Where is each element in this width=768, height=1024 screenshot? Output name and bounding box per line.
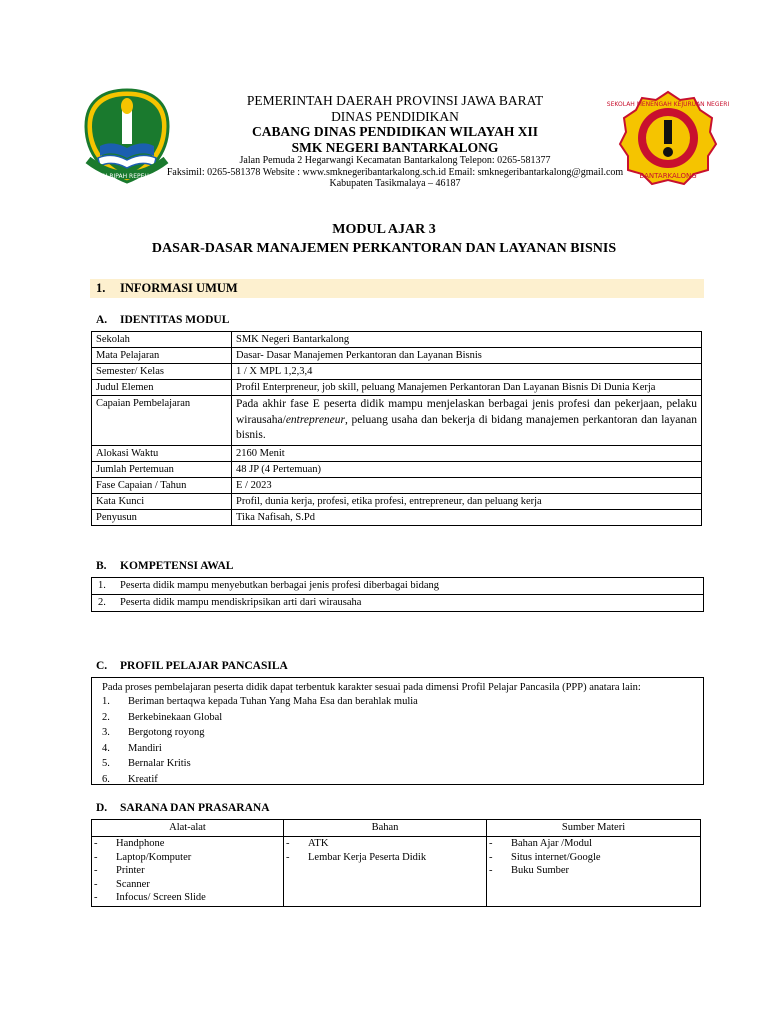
list-item bbox=[102, 694, 693, 710]
list-item bbox=[102, 710, 693, 726]
list-number: 5. bbox=[102, 758, 110, 769]
table-header-row bbox=[92, 820, 701, 837]
list-text: Infocus/ Screen Slide bbox=[116, 892, 206, 903]
dash-bullet: - bbox=[489, 865, 493, 876]
identitas-modul-table bbox=[91, 331, 702, 526]
list-number: 4. bbox=[102, 742, 110, 754]
capaian-text: Pada akhir fase E peserta didik mampu menjelaskan berbagai jenis profesi dan pekerjaan, pelaku wirausaha/ bbox=[236, 398, 697, 426]
dash-bullet: - bbox=[286, 851, 290, 863]
letterhead-school: SMK NEGERI BANTARKALONG bbox=[291, 139, 499, 155]
module-number: MODUL AJAR 3 bbox=[332, 222, 436, 237]
list-text: Berkebinekaan Global bbox=[128, 711, 223, 723]
section-heading-informasi-umum bbox=[90, 279, 704, 298]
list-text: Printer bbox=[116, 865, 145, 876]
letterhead-agency: DINAS PENDIDIKAN bbox=[331, 108, 459, 124]
list-number: 2. bbox=[98, 597, 106, 608]
dash-bullet: - bbox=[286, 838, 290, 849]
document-title bbox=[0, 221, 768, 259]
list-item bbox=[286, 837, 484, 851]
list-text: Scanner bbox=[116, 878, 150, 890]
row-key: Judul Elemen bbox=[92, 380, 232, 396]
row-key: Capaian Pembelajaran bbox=[92, 396, 232, 446]
subheading-letter: C. bbox=[96, 660, 108, 672]
capaian-emphasis: entrepreneur bbox=[285, 413, 346, 426]
subheading-label: PROFIL PELAJAR PANCASILA bbox=[120, 660, 288, 672]
letterhead bbox=[150, 93, 640, 190]
letterhead-city: Kabupaten Tasikmalaya – 46187 bbox=[329, 178, 461, 190]
list-item bbox=[489, 851, 698, 865]
list-number: 1. bbox=[98, 580, 106, 591]
letterhead-contact: Faksimil: 0265-581378 Website : www.smknegeribantarkalong.sch.id Email: smknegeribantarkalong@gmail.com bbox=[166, 166, 624, 178]
list-text: ATK bbox=[308, 838, 329, 849]
column-header-bahan: Bahan bbox=[284, 820, 487, 837]
table-row bbox=[92, 364, 702, 380]
dash-bullet: - bbox=[94, 851, 98, 863]
list-item bbox=[489, 837, 698, 851]
table-row bbox=[92, 595, 704, 612]
subheading-label: SARANA DAN PRASARANA bbox=[120, 802, 270, 814]
subheading-label: IDENTITAS MODUL bbox=[120, 314, 230, 326]
table-row bbox=[92, 578, 704, 595]
table-row bbox=[92, 477, 702, 493]
list-item bbox=[102, 772, 693, 788]
subheading-sarana-prasarana bbox=[96, 802, 270, 814]
row-value: Profil Enterpreneur, job skill, peluang Manajemen Perkantoran Dan Layanan Bisnis Di Dunia Kerja bbox=[232, 380, 702, 396]
dash-bullet: - bbox=[94, 878, 98, 890]
kompetensi-awal-table bbox=[91, 577, 704, 612]
list-text: Bergotong royong bbox=[128, 727, 205, 738]
list-text: Peserta didik mampu menyebutkan berbagai jenis profesi diberbagai bidang bbox=[120, 580, 439, 591]
table-row bbox=[92, 493, 702, 509]
row-key: Kata Kunci bbox=[92, 493, 232, 509]
list-item bbox=[94, 864, 281, 878]
list-item bbox=[94, 878, 281, 892]
row-key: Alokasi Waktu bbox=[92, 445, 232, 461]
column-header-sumber: Sumber Materi bbox=[487, 820, 701, 837]
row-value: 48 JP (4 Pertemuan) bbox=[232, 461, 702, 477]
dash-bullet: - bbox=[489, 851, 493, 863]
row-key: Penyusun bbox=[92, 509, 232, 525]
row-value: SMK Negeri Bantarkalong bbox=[232, 332, 702, 348]
section-number: 1. bbox=[96, 281, 106, 295]
dash-bullet: - bbox=[94, 838, 98, 849]
row-value: Dasar- Dasar Manajemen Perkantoran dan Layanan Bisnis bbox=[232, 348, 702, 364]
bahan-list bbox=[284, 837, 487, 907]
sumber-list bbox=[487, 837, 701, 907]
list-item bbox=[94, 837, 281, 851]
row-key: Sekolah bbox=[92, 332, 232, 348]
list-text: Beriman bertaqwa kepada Tuhan Yang Maha Esa dan berahlak mulia bbox=[128, 696, 418, 707]
list-text: Mandiri bbox=[128, 742, 162, 754]
table-row bbox=[92, 348, 702, 364]
table-row bbox=[92, 509, 702, 525]
capaian-text-end: , peluang usaha dan bekerja di bidang manajemen perkantoran dan layanan bisnis. bbox=[236, 413, 697, 441]
list-text: Handphone bbox=[116, 838, 165, 849]
logo-right-bottom-text: BANTARKALONG bbox=[639, 172, 697, 180]
subheading-profil-pelajar-pancasila bbox=[96, 660, 288, 672]
subheading-letter: D. bbox=[96, 802, 108, 814]
list-text: Lembar Kerja Peserta Didik bbox=[308, 851, 427, 863]
sarana-prasarana-table bbox=[91, 819, 701, 907]
list-text: Situs internet/Google bbox=[511, 851, 601, 863]
row-key: Mata Pelajaran bbox=[92, 348, 232, 364]
profil-pelajar-box bbox=[91, 677, 704, 785]
profil-intro: Pada proses pembelajaran peserta didik dapat terbentuk karakter sesuai pada dimensi Profil Pelajar Pancasila (PPP) anatara lain: bbox=[102, 682, 641, 693]
dash-bullet: - bbox=[489, 838, 493, 849]
row-value: 2160 Menit bbox=[232, 445, 702, 461]
row-key: Semester/ Kelas bbox=[92, 364, 232, 380]
list-item bbox=[102, 741, 693, 757]
list-text: Laptop/Komputer bbox=[116, 851, 192, 863]
module-subject: DASAR-DASAR MANAJEMEN PERKANTORAN DAN LAYANAN BISNIS bbox=[151, 241, 617, 256]
table-row bbox=[92, 396, 702, 446]
subheading-label: KOMPETENSI AWAL bbox=[120, 560, 234, 572]
letterhead-address: Jalan Pemuda 2 Hegarwangi Kecamatan Bantarkalong Telepon: 0265-581377 bbox=[239, 155, 551, 167]
list-item bbox=[92, 578, 704, 595]
logo-right-top-text: SEKOLAH MENENGAH KEJURUAN NEGERI bbox=[606, 101, 730, 108]
list-number: 1. bbox=[102, 696, 110, 707]
row-value: Profil, dunia kerja, profesi, etika profesi, entrepreneur, dan peluang kerja bbox=[232, 493, 702, 509]
list-item bbox=[92, 595, 704, 612]
list-item bbox=[94, 851, 281, 865]
logo-left-motto: GEMAH RIPAH REPEH RAPIH bbox=[85, 173, 169, 180]
list-number: 6. bbox=[102, 773, 110, 785]
letterhead-government: PEMERINTAH DAERAH PROVINSI JAWA BARAT bbox=[246, 93, 544, 108]
subheading-identitas-modul bbox=[96, 314, 229, 326]
row-key: Jumlah Pertemuan bbox=[92, 461, 232, 477]
table-row bbox=[92, 380, 702, 396]
list-text: Buku Sumber bbox=[511, 865, 570, 876]
list-number: 2. bbox=[102, 711, 110, 723]
table-row bbox=[92, 837, 701, 907]
list-item bbox=[286, 851, 484, 865]
list-text: Kreatif bbox=[128, 773, 158, 785]
table-row bbox=[92, 332, 702, 348]
letterhead-branch: CABANG DINAS PENDIDIKAN WILAYAH XII bbox=[251, 124, 539, 140]
subheading-kompetensi-awal bbox=[96, 560, 233, 572]
list-text: Bahan Ajar /Modul bbox=[511, 838, 593, 849]
subheading-letter: A. bbox=[96, 314, 108, 326]
list-text: Peserta didik mampu mendiskripsikan arti dari wirausaha bbox=[120, 597, 362, 608]
list-item bbox=[102, 756, 693, 772]
column-header-alat: Alat-alat bbox=[92, 820, 284, 837]
list-item bbox=[94, 891, 281, 905]
row-value-capaian bbox=[232, 396, 702, 446]
alat-list bbox=[92, 837, 284, 907]
row-value: 1 / X MPL 1,2,3,4 bbox=[232, 364, 702, 380]
table-row bbox=[92, 445, 702, 461]
row-value: Tika Nafisah, S.Pd bbox=[232, 509, 702, 525]
list-item bbox=[489, 864, 698, 878]
list-number: 3. bbox=[102, 727, 110, 738]
dash-bullet: - bbox=[94, 865, 98, 876]
subheading-letter: B. bbox=[96, 560, 107, 572]
row-value: E / 2023 bbox=[232, 477, 702, 493]
section-label: INFORMASI UMUM bbox=[120, 281, 238, 295]
row-key: Fase Capaian / Tahun bbox=[92, 477, 232, 493]
dash-bullet: - bbox=[94, 892, 98, 903]
list-text: Bernalar Kritis bbox=[128, 758, 191, 769]
list-item bbox=[102, 725, 693, 741]
table-row bbox=[92, 461, 702, 477]
